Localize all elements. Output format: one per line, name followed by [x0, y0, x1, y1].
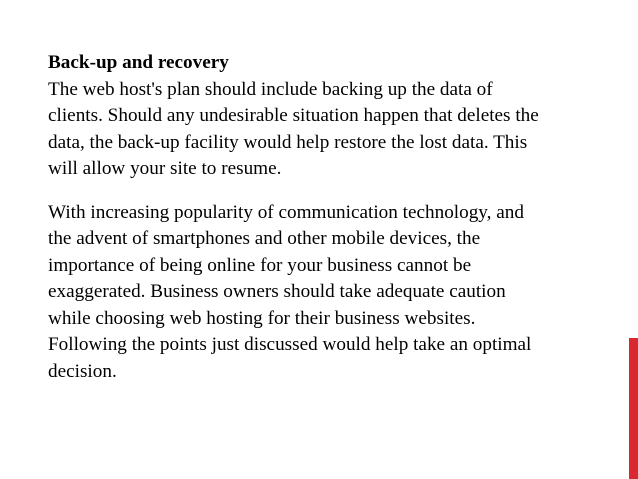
paragraph-line: exaggerated. Business owners should take adequate caution: [48, 281, 506, 302]
paragraph-line: while choosing web hosting for their business websites.: [48, 307, 476, 329]
paragraph-line: the advent of smartphones and other mobile devices, the: [48, 228, 481, 249]
paragraph-line: clients. Should any undesirable situation happen that deletes the: [48, 105, 539, 126]
paragraph-line: will allow your site to resume.: [48, 158, 282, 179]
paragraph-line: The web host's plan should include backing up the data of: [48, 78, 493, 100]
paragraph-line: With increasing popularity of communication technology, and: [48, 201, 524, 223]
paragraph-line: importance of being online for your business cannot be: [48, 254, 472, 276]
section-heading: Back-up and recovery: [48, 52, 229, 73]
paragraph-backup: [48, 77, 588, 183]
accent-bar: [629, 338, 638, 479]
paragraph-line: data, the back-up facility would help restore the lost data. This: [48, 131, 528, 153]
paragraph-spacer: [48, 183, 588, 200]
paragraph-conclusion: [48, 200, 588, 386]
slide-content: [48, 50, 588, 385]
paragraph-line: decision.: [48, 360, 117, 382]
paragraph-line: Following the points just discussed would help take an optimal: [48, 334, 532, 355]
